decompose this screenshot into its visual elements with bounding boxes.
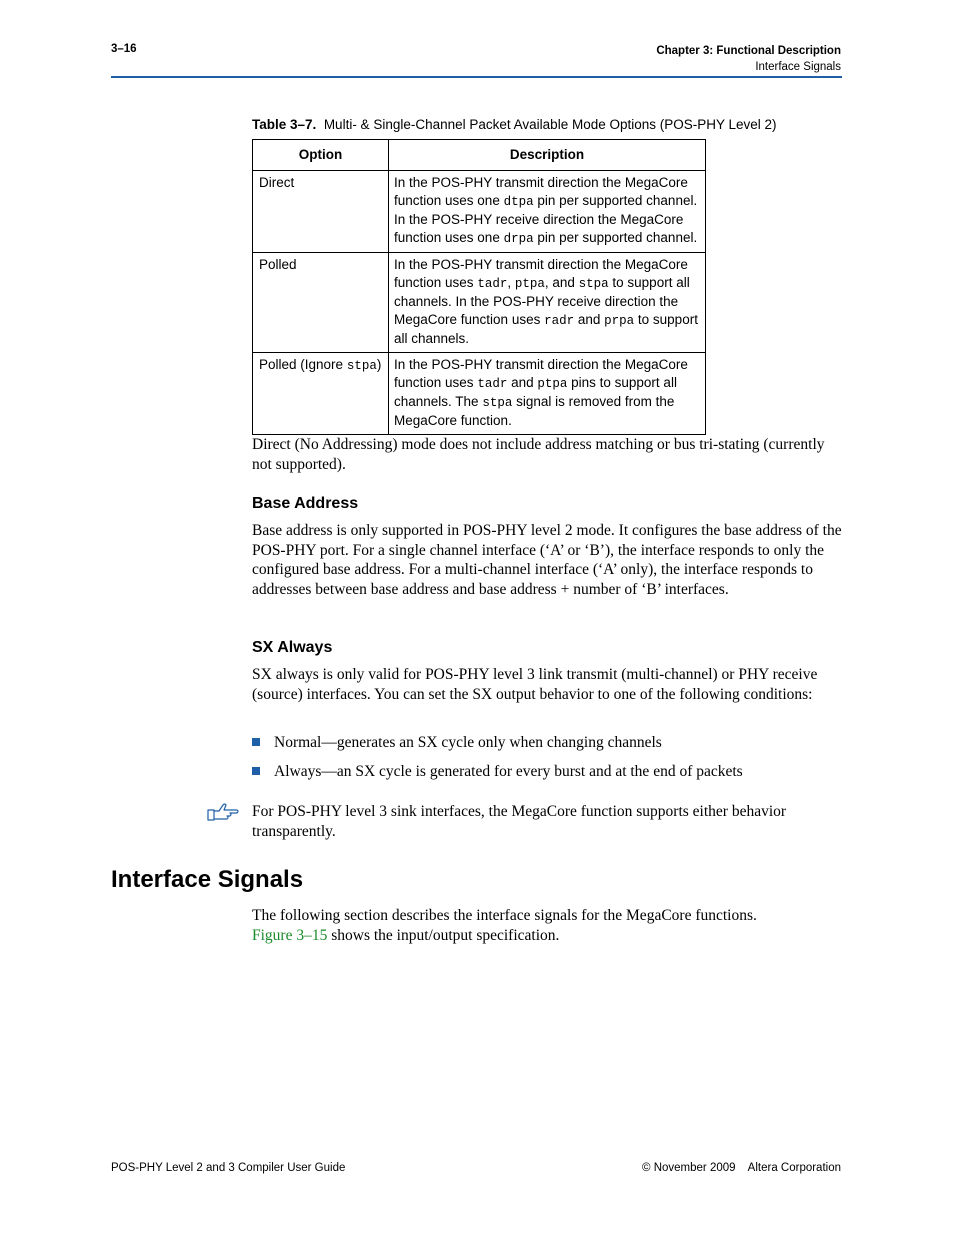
header-rule [111,76,842,78]
list-item: Normal—generates an SX cycle only when changing channels [252,733,662,753]
option-cell: Polled [253,253,389,353]
pointing-hand-icon [206,802,240,827]
figure-link[interactable]: Figure 3–15 [252,926,328,944]
sx-always-paragraph: SX always is only valid for POS-PHY level 3 link transmit (multi-channel) or PHY receive (source) interfaces. You can set the SX output behavior to one of the following conditions: [252,666,818,703]
footer-date-company: © November 2009 Altera Corporation [642,1162,841,1174]
section-title: Interface Signals [755,61,841,73]
table-row [253,171,706,253]
description-cell: In the POS-PHY transmit direction the MegaCore function uses tadr, ptpa, and stpa to support all channels. In the POS-PHY receive direction the MegaCore function uses radr and prpa to support all channels. [389,253,706,353]
page-number: 3–16 [111,43,137,55]
table-row [253,353,706,435]
chapter-title: Chapter 3: Functional Description [656,45,841,57]
base-address-heading: Base Address [252,495,359,512]
list-item: Always—an SX cycle is generated for every burst and at the end of packets [252,762,743,782]
note-paragraph: For POS-PHY level 3 sink interfaces, the MegaCore function supports either behavior transparently. [252,803,787,840]
table-row [253,253,706,353]
table-caption-title: Multi- & Single-Channel Packet Available Mode Options (POS-PHY Level 2) [323,117,777,132]
option-cell: Polled (Ignore stpa) [253,353,389,435]
sx-always-heading: SX Always [252,639,333,656]
bullet-square-icon [252,738,260,746]
table-header-row [253,140,706,171]
mode-options-table [252,139,706,435]
description-cell: In the POS-PHY transmit direction the MegaCore function uses tadr and ptpa pins to support all channels. The stpa signal is removed from the MegaCore function. [389,353,706,435]
running-header [656,43,841,75]
base-address-paragraph: Base address is only supported in POS-PHY level 2 mode. It configures the base address of the POS-PHY port. For a single channel interface (‘A’ or ‘B’), the interface responds to only the configured base address. For a multi-channel interface (‘A’ only), the interface responds to addresses between base address and base address + number of ‘B’ interfaces. [252,522,842,598]
section-paragraph: The following section describes the interface signals for the MegaCore functions. Figure 3–15 shows the input/output specification. [252,907,757,944]
column-header-description: Description [389,140,706,171]
table-caption [252,117,777,132]
section-heading: Interface Signals [111,866,304,893]
description-cell: In the POS-PHY transmit direction the MegaCore function uses one dtpa pin per supported channel. In the POS-PHY receive direction the MegaCore function uses one drpa pin per supported channel. [389,171,706,253]
column-header-option: Option [253,140,389,171]
table-caption-number: Table 3–7. [252,117,317,132]
direct-mode-paragraph: Direct (No Addressing) mode does not include address matching or bus tri-stating (currently not supported). [252,436,825,473]
option-cell: Direct [253,171,389,253]
footer-guide-title: POS-PHY Level 2 and 3 Compiler User Guide [111,1162,346,1174]
bullet-square-icon [252,767,260,775]
